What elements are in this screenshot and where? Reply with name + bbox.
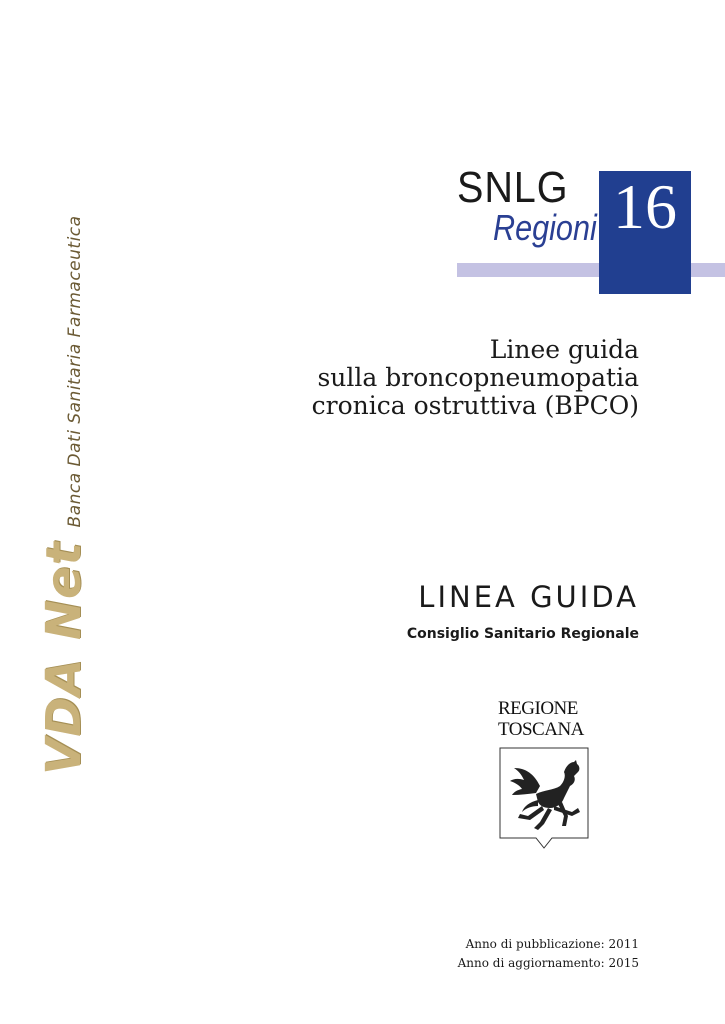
issuer: Consiglio Sanitario Regionale: [406, 626, 639, 642]
title-line: Linee guida: [489, 335, 639, 364]
logo-text: [498, 698, 592, 740]
document-type: LINEA GUIDA: [418, 580, 639, 614]
subseries-name: Regioni: [493, 207, 597, 248]
regione-toscana-logo: [496, 698, 592, 858]
logo-line: TOSCANA: [498, 719, 584, 740]
vertical-watermark: [0, 0, 92, 780]
series-name: SNLG: [457, 163, 569, 212]
document-title: [300, 336, 639, 420]
title-line: cronica ostruttiva (BPCO): [311, 391, 639, 420]
series-number: 16: [613, 171, 677, 242]
title-line: sulla broncopneumopatia: [317, 363, 639, 392]
publication-info: [300, 935, 639, 973]
update-year: Anno di aggiornamento: 2015: [457, 956, 639, 970]
pegasus-icon: [498, 746, 590, 852]
watermark-subtitle: Banca Dati Sanitaria Farmaceutica: [65, 215, 85, 528]
logo-line: REGIONE: [498, 698, 578, 719]
watermark-brand: VDA Net: [36, 541, 92, 775]
publication-year: Anno di pubblicazione: 2011: [465, 937, 639, 951]
